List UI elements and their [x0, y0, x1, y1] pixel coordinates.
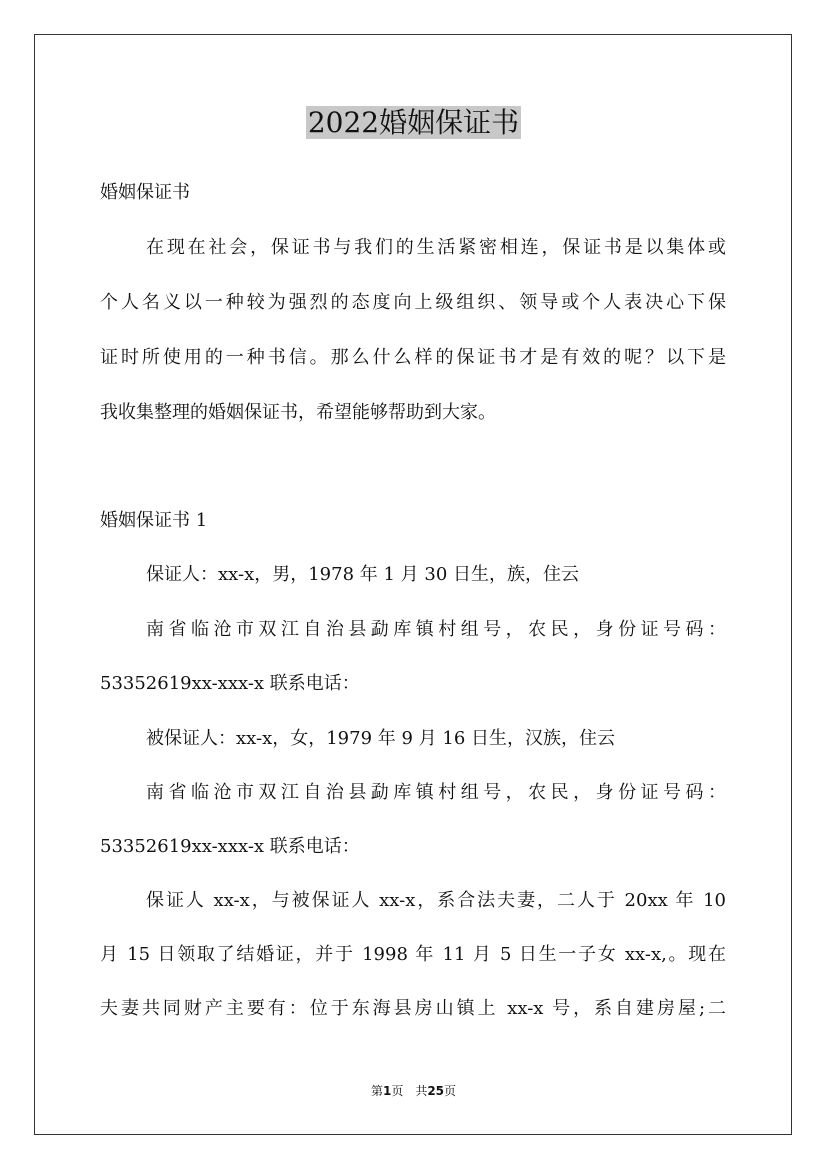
- paragraph-line: 证时所使用的一种书信。那么什么样的保证书才是有效的呢？以下是: [100, 347, 726, 368]
- paragraph-line: 保证人：xx-x，男，1978 年 1 月 30 日生，族，住云: [146, 564, 579, 585]
- page-suffix: 页: [444, 1084, 457, 1098]
- section-heading: 婚姻保证书 1: [100, 510, 208, 531]
- paragraph-line: 个人名义以一种较为强烈的态度向上级组织、领导或个人表决心下保: [100, 292, 726, 313]
- page-footer: [0, 1083, 827, 1099]
- paragraph-line: 在现在社会，保证书与我们的生活紧密相连，保证书是以集体或: [146, 237, 726, 258]
- page-number: 1: [382, 1084, 392, 1098]
- paragraph-line: 我收集整理的婚姻保证书，希望能够帮助到大家。: [100, 402, 496, 423]
- paragraph-line: 53352619xx-xxx-x 联系电话：: [100, 836, 360, 857]
- paragraph-line: 保证人 xx-x，与被保证人 xx-x，系合法夫妻，二人于 20xx 年 10: [146, 890, 726, 911]
- paragraph-line: 南省临沧市双江自治县勐库镇村组号，农民，身份证号码：: [146, 782, 726, 803]
- paragraph-line: 53352619xx-xxx-x 联系电话：: [100, 673, 360, 694]
- page-mid: 页 共: [391, 1084, 428, 1098]
- page-prefix: 第: [370, 1084, 383, 1098]
- paragraph-line: 被保证人：xx-x，女，1979 年 9 月 16 日生，汉族，住云: [146, 728, 615, 749]
- total-pages: 25: [427, 1084, 445, 1098]
- document-title: 2022婚姻保证书: [307, 106, 520, 139]
- section-heading: 婚姻保证书: [100, 182, 190, 203]
- paragraph-line: 月 15 日领取了结婚证，并于 1998 年 11 月 5 日生一子女 xx-x,。现在: [100, 944, 726, 965]
- paragraph-line: 夫妻共同财产主要有：位于东海县房山镇上 xx-x 号，系自建房屋;二: [100, 998, 726, 1019]
- paragraph-line: 南省临沧市双江自治县勐库镇村组号，农民，身份证号码：: [146, 619, 726, 640]
